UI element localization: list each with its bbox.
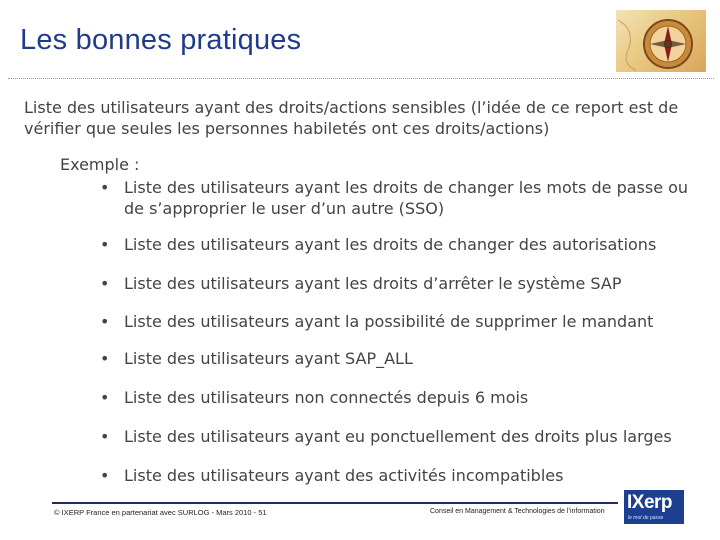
- logo-tagline: le mot de passe: [628, 515, 664, 521]
- bullet-icon: •: [100, 235, 110, 254]
- bullet-icon: •: [100, 349, 110, 368]
- compass-icon: [616, 10, 706, 72]
- title-divider: [8, 78, 714, 79]
- list-item: [100, 465, 700, 486]
- list-item: [100, 311, 700, 332]
- example-label: Exemple :: [60, 155, 140, 174]
- intro-paragraph: Liste des utilisateurs ayant des droits/actions sensibles (l’idée de ce report est de vérifier que seules les personnes habiletés ont ces droits/actions): [24, 98, 679, 138]
- logo-text: IXerp: [627, 492, 673, 513]
- list-item: [100, 177, 700, 219]
- footer-copyright: © IXERP France en partenariat avec SURLOG - Mars 2010 - 51: [54, 508, 267, 517]
- list-item: [100, 426, 700, 447]
- list-item: [100, 273, 700, 294]
- slide-title: Les bonnes pratiques: [20, 24, 302, 56]
- bullet-icon: •: [100, 178, 110, 197]
- bullet-icon: •: [100, 427, 110, 446]
- list-item: [100, 387, 700, 408]
- list-item: [100, 234, 700, 255]
- ixerp-logo: [624, 490, 684, 524]
- bullet-icon: •: [100, 388, 110, 407]
- bullet-text: Liste des utilisateurs ayant SAP_ALL: [124, 349, 413, 368]
- bullet-text: Liste des utilisateurs ayant la possibilité de supprimer le mandant: [124, 312, 654, 331]
- bullet-icon: •: [100, 466, 110, 485]
- bullet-icon: •: [100, 312, 110, 331]
- footer-divider: [52, 502, 618, 504]
- list-item: [100, 348, 700, 369]
- bullet-text: Liste des utilisateurs ayant des activités incompatibles: [124, 466, 564, 485]
- footer-tagline: Conseil en Management & Technologies de l’information: [430, 508, 605, 515]
- bullet-text: Liste des utilisateurs non connectés depuis 6 mois: [124, 388, 529, 407]
- bullet-text: Liste des utilisateurs ayant les droits d’arrêter le système SAP: [124, 274, 622, 293]
- bullet-text: Liste des utilisateurs ayant eu ponctuellement des droits plus larges: [124, 427, 672, 446]
- bullet-text: Liste des utilisateurs ayant les droits de changer les mots de passe ou de s’approprier le user d’un autre (SSO): [124, 178, 689, 218]
- bullet-text: Liste des utilisateurs ayant les droits de changer des autorisations: [124, 235, 657, 254]
- bullet-icon: •: [100, 274, 110, 293]
